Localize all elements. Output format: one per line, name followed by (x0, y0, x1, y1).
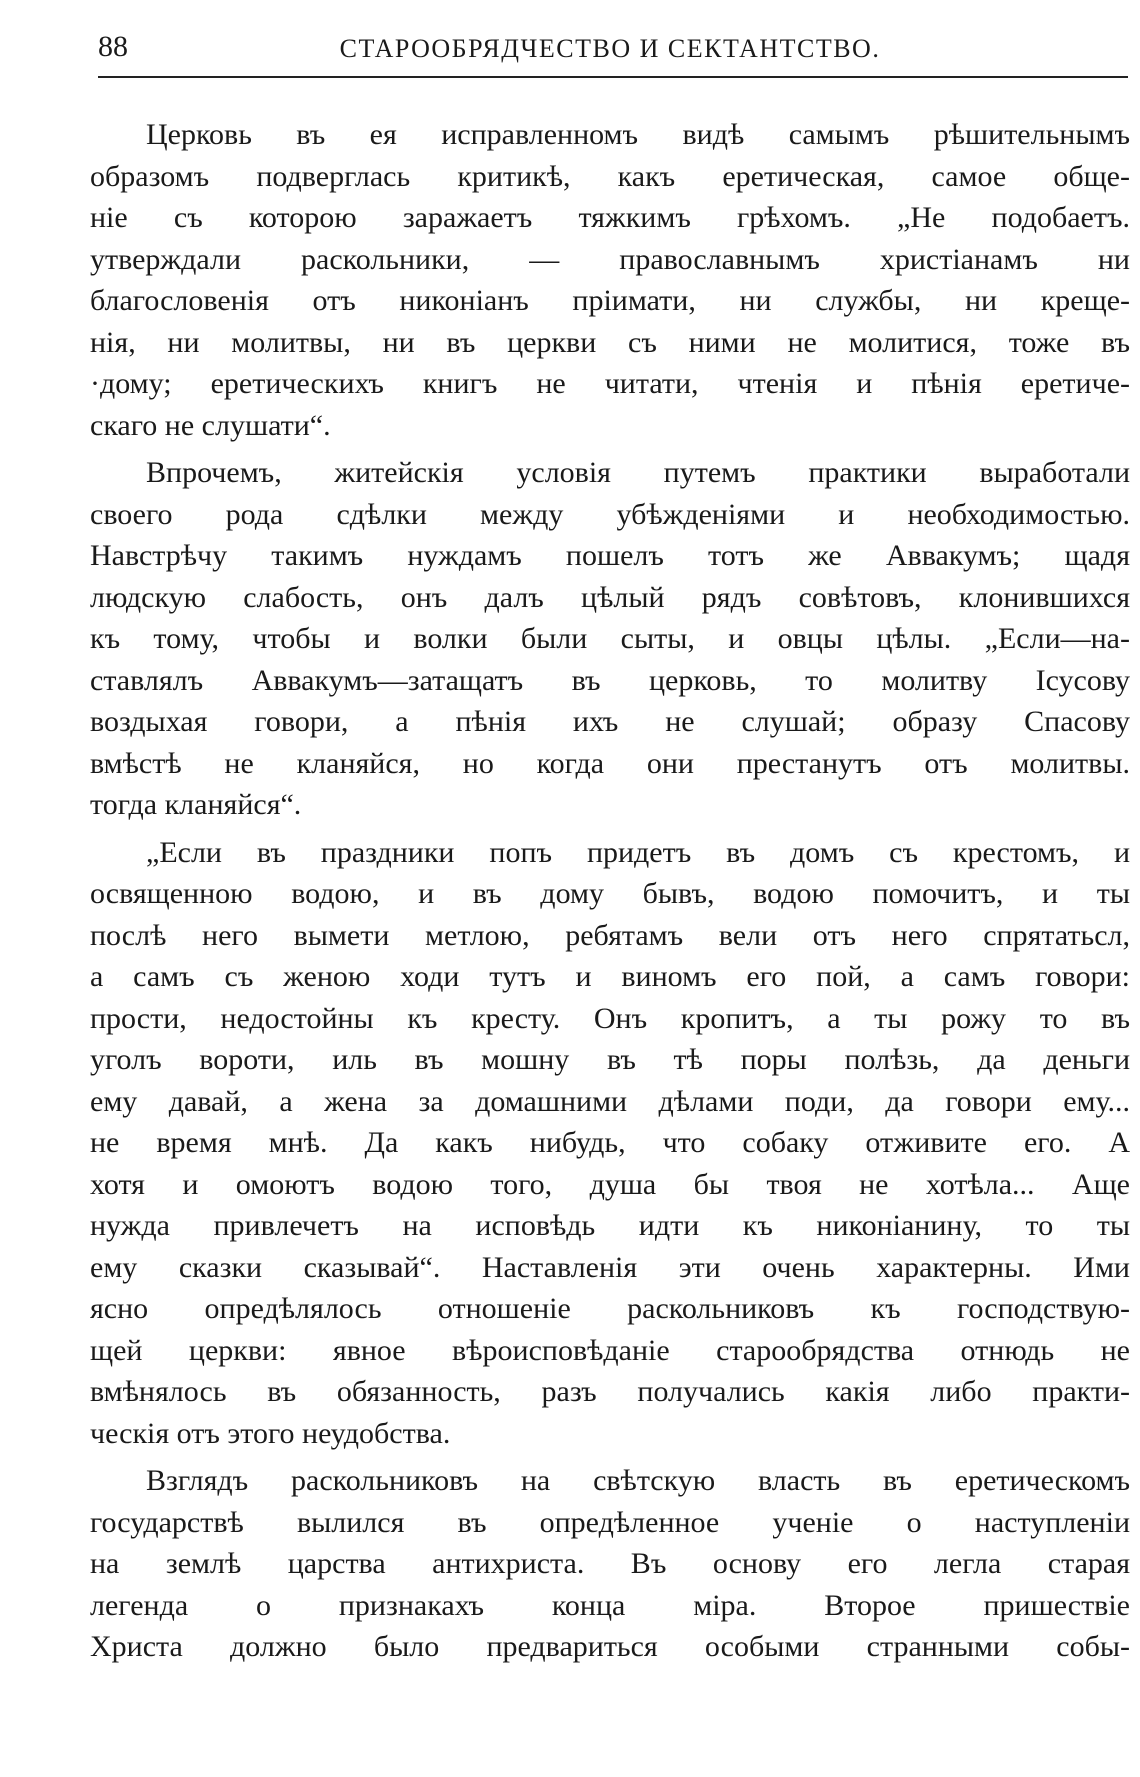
text-line: благословенія отъ никоніанъ пріимати, ни службы, ни креще- (90, 284, 1130, 317)
text-line: не время мнѣ. Да какъ нибудь, что собаку отживите его. А (90, 1126, 1130, 1159)
text-line: утверждали раскольники, — православнымъ христіанамъ ни (90, 242, 1130, 276)
text-line: Взглядъ раскольниковъ на свѣтскую власть въ еретическомъ (146, 1464, 1130, 1497)
text-line: Христа должно было предвариться особыми странными собы- (90, 1630, 1130, 1663)
text-line: ему сказки сказывай“. Наставленія эти очень характерны. Ими (90, 1250, 1130, 1284)
page-number: 88 (98, 30, 128, 63)
text-line: ·дому; еретическихъ книгъ не читати, чтенія и пѣнія еретиче- (90, 367, 1130, 400)
text-line: освященною водою, и въ дому бывъ, водою помочитъ, и ты (90, 877, 1130, 910)
text-line: государствѣ вылился въ опредѣленное ученіе о наступленіи (90, 1505, 1130, 1539)
text-line: нужда привлечетъ на исповѣдь идти къ никоніанину, то ты (90, 1209, 1130, 1242)
text-line: тогда кланяйся“. (90, 788, 302, 821)
text-line: легенда о признакахъ конца міра. Второе пришествіе (90, 1588, 1130, 1622)
text-line: хотя и омоютъ водою того, душа бы твоя не хотѣла... Аще (90, 1167, 1130, 1201)
text-line: Впрочемъ, житейскія условія путемъ практики выработали (146, 456, 1130, 489)
text-line: Церковь въ ея исправленномъ видѣ самымъ рѣшительнымъ (146, 118, 1130, 151)
book-page (90, 22, 1130, 1663)
text-line: вмѣстѣ не кланяйся, но когда они престанутъ отъ молитвы. (90, 746, 1130, 780)
paragraph-3 (90, 832, 1130, 1455)
text-line: образомъ подверглась критикѣ, какъ еретическая, самое обще- (90, 159, 1130, 193)
paragraph-4 (90, 1460, 1130, 1668)
text-line: ческія отъ этого неудобства. (90, 1416, 451, 1450)
text-line: а самъ съ женою ходи тутъ и виномъ его пой, а самъ говори: (90, 960, 1130, 993)
text-line: послѣ него вымети метлою, ребятамъ вели отъ него спрятатьсл, (90, 918, 1130, 952)
text-line: ему давай, а жена за домашними дѣлами поди, да говори ему... (90, 1084, 1130, 1118)
text-line: вмѣнялось въ обязанность, разъ получались какія либо практи- (90, 1375, 1130, 1408)
text-line: уголъ вороти, иль въ мошну въ тѣ поры полѣзь, да деньги (90, 1043, 1130, 1076)
text-line: щей церкви: явное вѣроисповѣданіе старообрядства отнюдь не (90, 1333, 1130, 1367)
text-line: своего рода сдѣлки между убѣжденіями и необходимостью. (90, 497, 1130, 531)
text-line: ясно опредѣлялось отношеніе раскольниковъ къ господствую- (90, 1292, 1130, 1325)
text-line: прости, недостойны къ кресту. Онъ кропитъ, а ты рожу то въ (90, 1001, 1130, 1035)
header-rule (98, 76, 1128, 78)
text-line: воздыхая говори, а пѣнія ихъ не слушай; образу Спасову (90, 705, 1130, 738)
text-line: нія, ни молитвы, ни въ церкви съ ними не молитися, тоже въ (90, 325, 1130, 359)
paragraph-1 (90, 114, 1130, 446)
paragraph-2 (90, 452, 1130, 826)
text-line: Навстрѣчу такимъ нуждамъ пошелъ тотъ же Аввакумъ; щадя (90, 539, 1130, 572)
text-line: на землѣ царства антихриста. Въ основу его легла старая (90, 1547, 1130, 1580)
text-line: скаго не слушати“. (90, 408, 331, 442)
text-line: ставлялъ Аввакумъ—затащатъ въ церковь, то молитву Ісусову (90, 663, 1130, 697)
page-header (90, 22, 1130, 72)
body-text (90, 114, 1130, 1674)
text-line: ніе съ которою заражаетъ тяжкимъ грѣхомъ. „Не подобаетъ. (90, 201, 1130, 234)
text-line: людскую слабость, онъ далъ цѣлый рядъ совѣтовъ, клонившихся (90, 580, 1130, 614)
text-line: „Если въ праздники попъ придетъ въ домъ съ крестомъ, и (146, 835, 1130, 869)
running-title: СТАРООБРЯДЧЕСТВО И СЕКТАНТСТВО. (339, 34, 881, 63)
text-line: къ тому, чтобы и волки были сыты, и овцы цѣлы. „Если—на- (90, 622, 1130, 655)
